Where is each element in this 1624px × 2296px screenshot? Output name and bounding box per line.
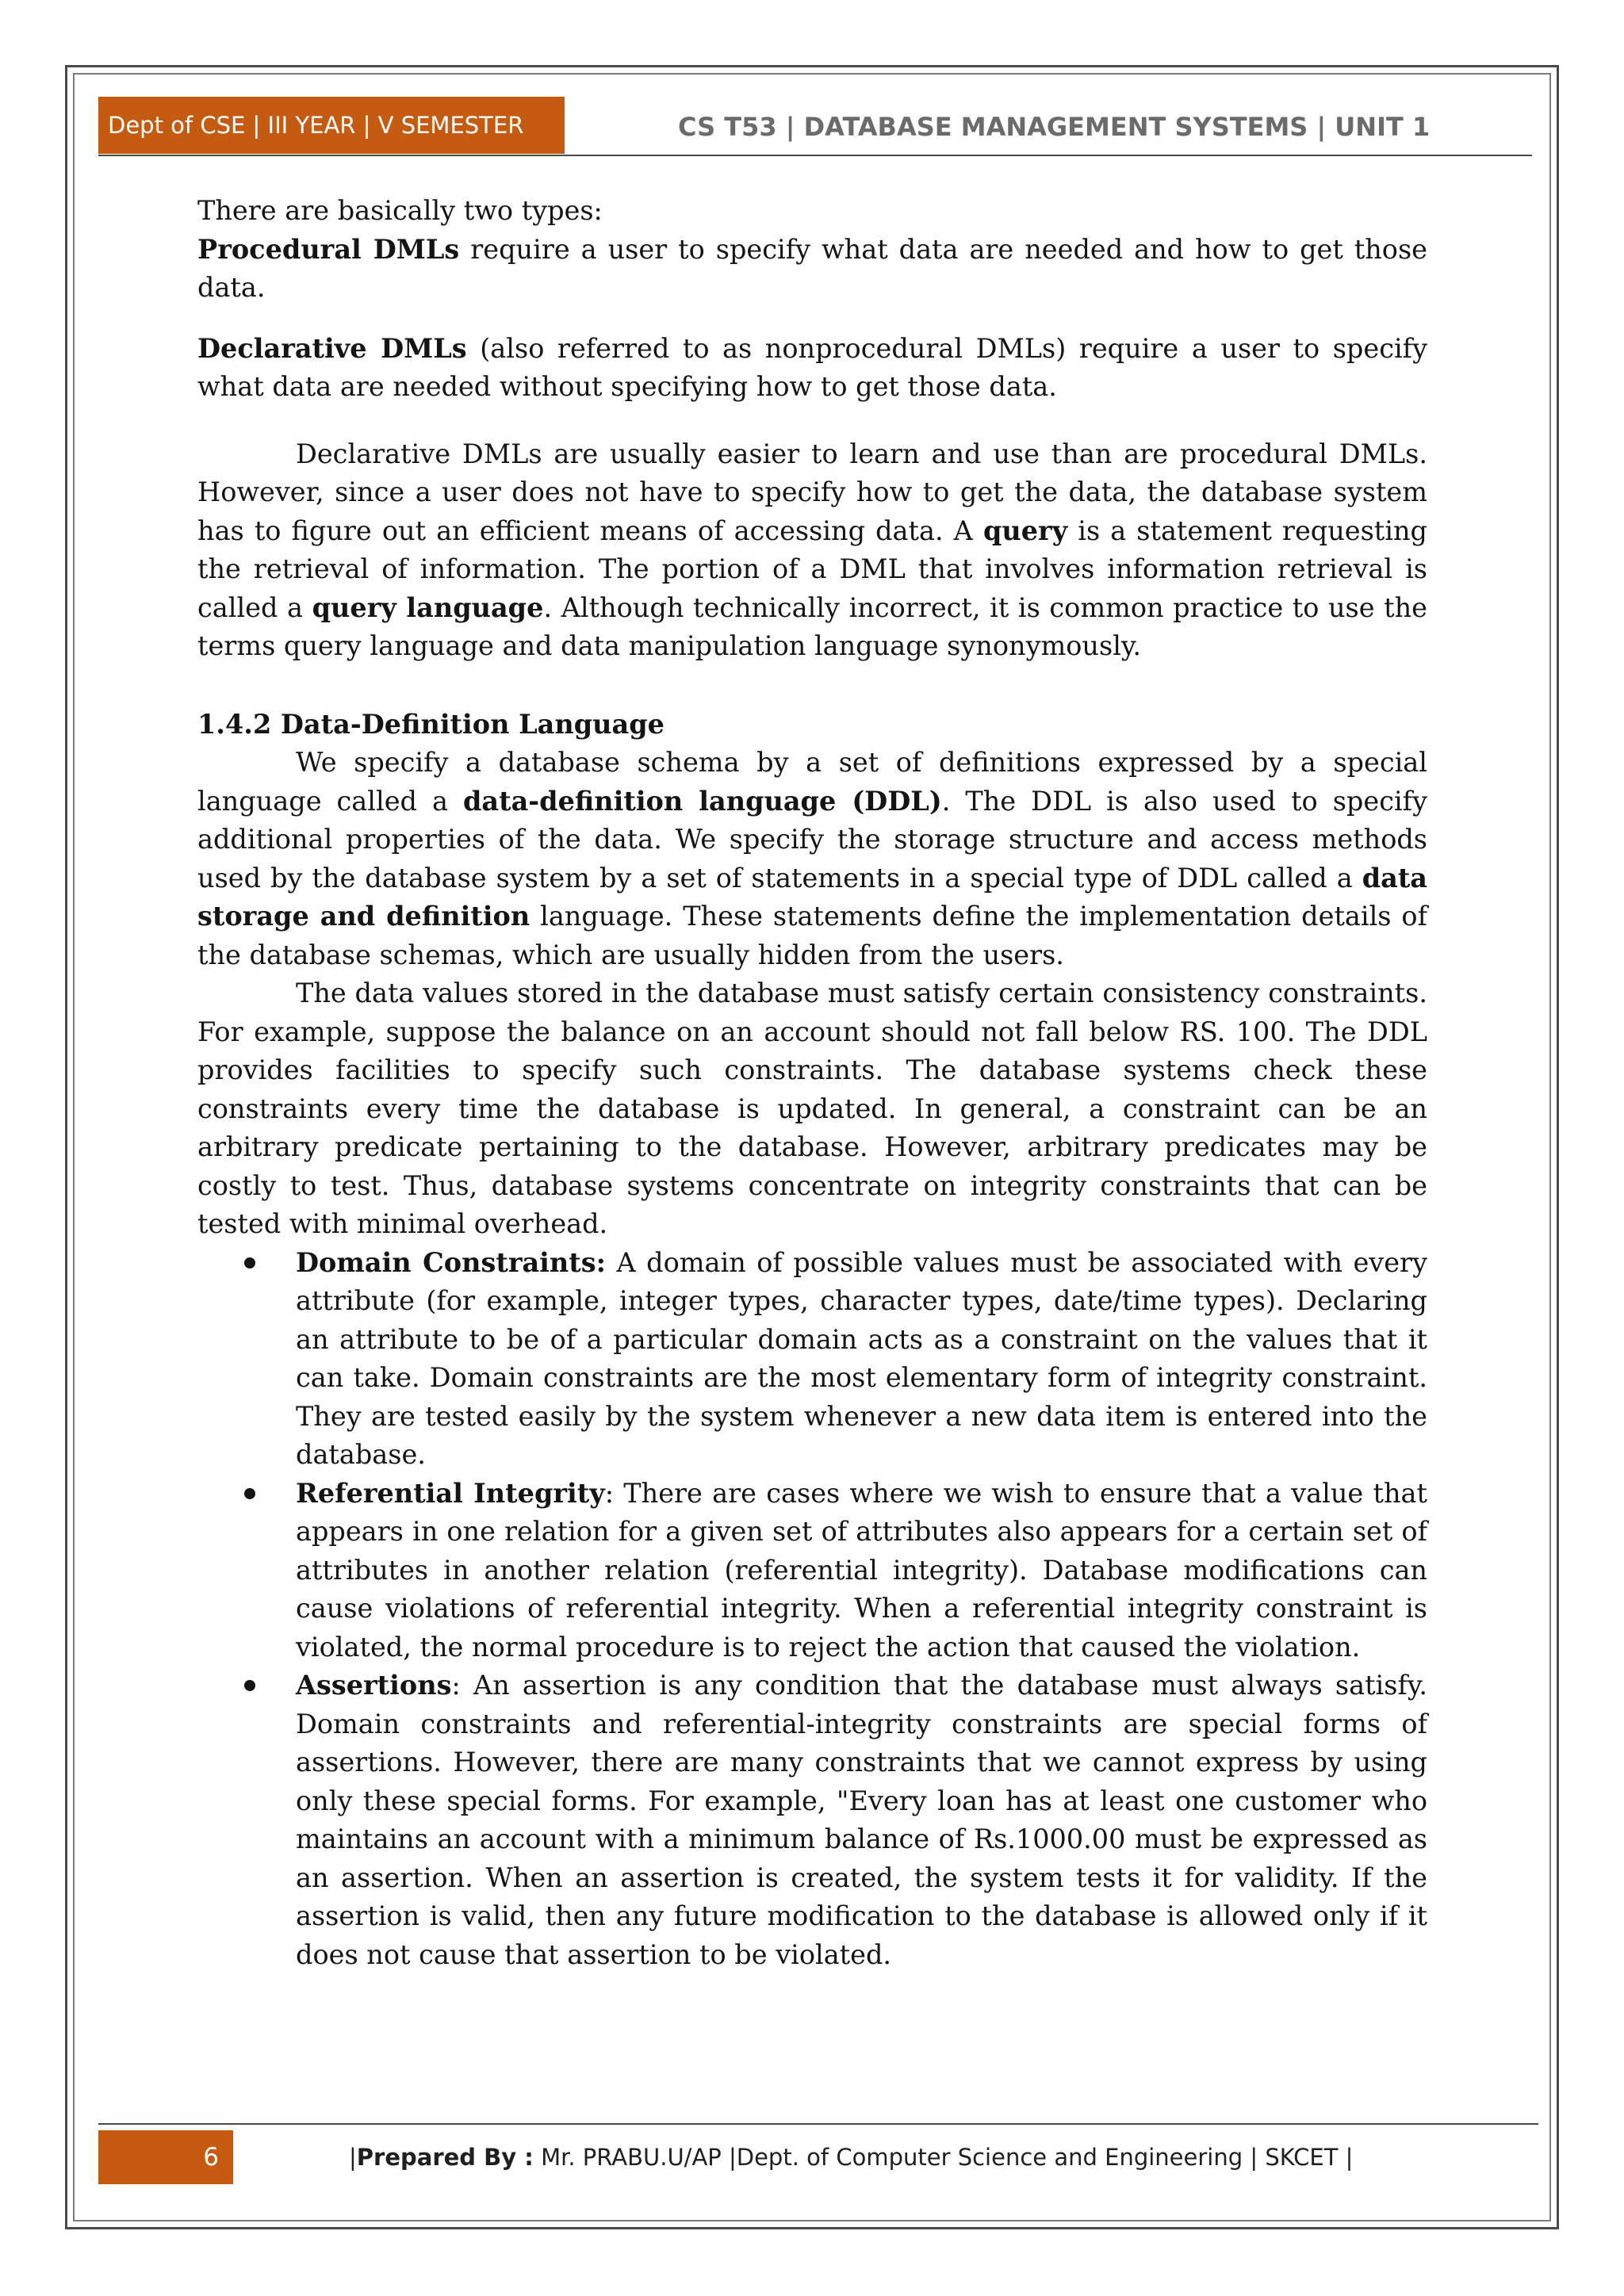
footer-divider — [98, 2123, 1538, 2125]
ddl-term: data-definition language (DDL) — [462, 785, 942, 817]
list-item-text: A domain of possible values must be associated with every attribute (for example, integer types, character types, date/time types). Declaring an attribute to be of a particular domain acts as a constraint on the values that it can take. Domain constraints are the most elementary form of integrity constraint. They are tested easily by the system whenever a new data item is entered into the database. — [296, 1246, 1427, 1470]
section-heading-text: 1.4.2 Data-Definition Language — [197, 708, 665, 740]
header-course-title: CS T53 | DATABASE MANAGEMENT SYSTEMS | UNIT 1 — [678, 112, 1431, 142]
bullet-icon — [244, 1680, 255, 1691]
list-item-text: : An assertion is any condition that the database must always satisfy. Domain constraints and referential-integrity constraints are special forms of assertions. However, there are many constraints that we cannot express by using only these special forms. For example, "Every loan has at least one customer who maintains an account with a minimum balance of Rs.1000.00 must be expressed as an assertion. When an assertion is created, the system tests it for validity. If the assertion is valid, then any future modification to the database is allowed only if it does not cause that assertion to be violated. — [296, 1670, 1427, 1970]
bullet-icon — [244, 1488, 255, 1499]
list-item-term: Assertions — [296, 1670, 452, 1701]
procedural-dml-term: Procedural DMLs — [197, 233, 460, 265]
footer-prefix: | — [349, 2144, 357, 2171]
procedural-dml-text: require a user to specify what data are needed and how to get those data. — [197, 233, 1427, 303]
list-item-assertions — [296, 1667, 1427, 1974]
page-body — [197, 192, 1427, 1974]
header-divider — [98, 155, 1532, 156]
bullet-icon — [244, 1257, 255, 1269]
list-item-referential-integrity — [296, 1475, 1427, 1667]
constraint-types-list — [197, 1244, 1427, 1975]
list-item-text: : There are cases where we wish to ensure that a value that appears in one relation for a given set of attributes also appears for a certain set of attributes in another relation (referential integrity). Database modifications can cause violations of referential integrity. When a referential integrity constraint is violated, the normal procedure is to reject the action that caused the violation. — [296, 1477, 1427, 1663]
header-dept-label: Dept of CSE | III YEAR | V SEMESTER — [98, 97, 565, 154]
ddl-paragraph-text-a: We specify a database schema by a set of definitions expressed by a special language called a — [197, 747, 1427, 817]
section-heading — [197, 706, 1427, 744]
query-paragraph — [197, 435, 1427, 666]
page-number: 6 — [98, 2130, 233, 2184]
declarative-dml-text: (also referred to as nonprocedural DMLs) require a user to specify what data are needed without specifying how to get those data. — [197, 332, 1427, 402]
query-paragraph-text-a: Declarative DMLs are usually easier to learn and use than are procedural DMLs. However, since a user does not have to specify how to get the data, the database system has to figure out an efficient means of accessing data. A — [197, 438, 1427, 546]
query-paragraph-text-c: . Although technically incorrect, it is common practice to use the terms query language and data manipulation language synonymously. — [197, 591, 1428, 661]
footer-prepared-label: Prepared By : — [356, 2144, 534, 2171]
ddl-paragraph-text-b: . The DDL is also used to specify additional properties of the data. We specify the storage structure and access methods used by the database system by a set of statements in a special type of DDL called a — [197, 785, 1428, 894]
intro-line: There are basically two types: — [197, 195, 603, 226]
query-language-term: query language — [312, 591, 544, 623]
query-paragraph-text-b: is a statement requesting the retrieval of information. The portion of a DML that involves information retrieval is called a — [197, 515, 1427, 623]
ddl-paragraph — [197, 744, 1427, 974]
list-item-term: Domain Constraints: — [296, 1246, 606, 1278]
list-item-term: Referential Integrity — [296, 1477, 605, 1509]
footer-credits — [349, 2130, 1491, 2184]
declarative-dml-term: Declarative DMLs — [197, 332, 467, 364]
query-term: query — [982, 515, 1068, 546]
declarative-dml-paragraph — [197, 330, 1427, 407]
list-item-domain-constraints — [296, 1244, 1427, 1475]
data-storage-definition-term: data storage and definition — [197, 862, 1427, 932]
footer-prepared-text: Mr. PRABU.U/AP |Dept. of Computer Science and Engineering | SKCET | — [533, 2144, 1354, 2171]
procedural-dml-paragraph — [197, 231, 1427, 308]
ddl-paragraph-text-c: language. These statements define the implementation details of the database schemas, which are usually hidden from the users. — [197, 901, 1427, 970]
constraints-paragraph: The data values stored in the database must satisfy certain consistency constraints. For example, suppose the balance on an account should not fall below RS. 100. The DDL provides facilities to specify such constraints. The database systems check these constraints every time the database is updated. In general, a constraint can be an arbitrary predicate pertaining to the database. However, arbitrary predicates may be costly to test. Thus, database systems concentrate on integrity constraints that can be tested with minimal overhead. — [197, 978, 1427, 1239]
